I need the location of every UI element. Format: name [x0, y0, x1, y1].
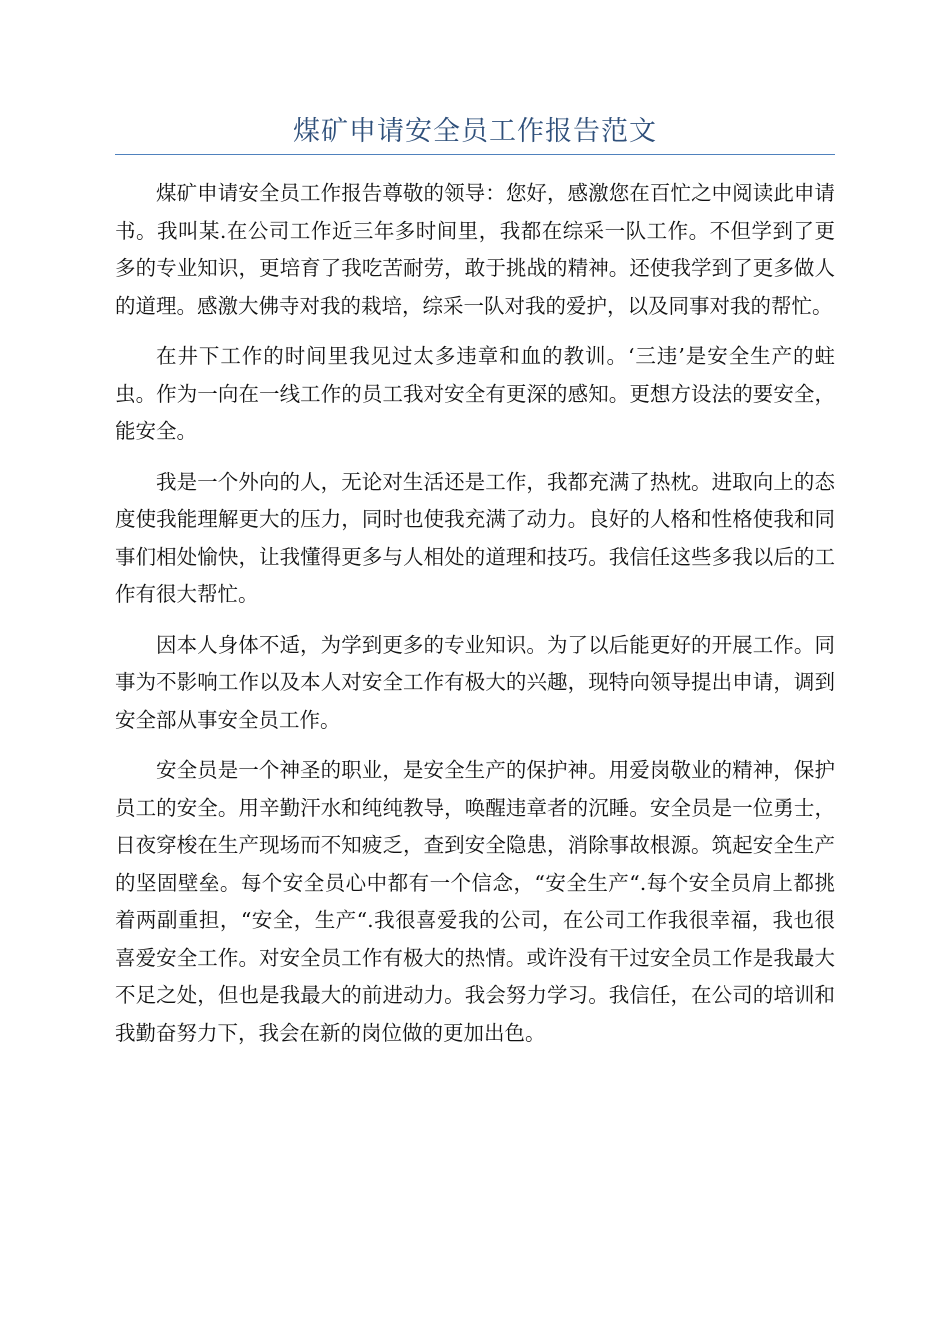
paragraph: 我是一个外向的人，无论对生活还是工作，我都充满了热枕。进取向上的态度使我能理解更大的压力，同时也使我充满了动力。良好的人格和性格使我和同事们相处愉快，让我懂得更多与人相处的道理和技巧。我信任这些多我以后的工作有很大帮忙。 [115, 469, 835, 606]
title-divider [115, 154, 835, 155]
paragraph: 因本人身体不适，为学到更多的专业知识。为了以后能更好的开展工作。同事为不影响工作以及本人对安全工作有极大的兴趣，现特向领导提出申请，调到安全部从事安全员工作。 [115, 632, 835, 732]
paragraph: 煤矿申请安全员工作报告尊敬的领导：您好，感激您在百忙之中阅读此申请书。我叫某.在公司工作近三年多时间里，我都在综采一队工作。不但学到了更多的专业知识，更培育了我吃苦耐劳，敢于挑战的精神。还使我学到了更多做人的道理。感激大佛寺对我的栽培，综采一队对我的爱护，以及同事对我的帮忙。 [115, 181, 835, 318]
paragraph: 安全员是一个神圣的职业，是安全生产的保护神。用爱岗敬业的精神，保护员工的安全。用辛勤汗水和纯纯教导，唤醒违章者的沉睡。安全员是一位勇士，日夜穿梭在生产现场而不知疲乏，查到安全隐患，消除事故根源。筑起安全生产的坚固壁垒。每个安全员心中都有一个信念，“安全生产“.每个安全员肩上都挑着两副重担，“安全，生产“.我很喜爱我的公司，在公司工作我很幸福，我也很喜爱安全工作。对安全员工作有极大的热情。或许没有干过安全员工作是我最大不足之处，但也是我最大的前进动力。我会努力学习。我信任，在公司的培训和我勤奋努力下，我会在新的岗位做的更加出色。 [115, 758, 835, 1045]
paragraph: 在井下工作的时间里我见过太多违章和血的教训。‘三违’是安全生产的蛀虫。作为一向在一线工作的员工我对安全有更深的感知。更想方设法的要安全，能安全。 [115, 344, 835, 443]
document-title: 煤矿申请安全员工作报告范文 [293, 116, 657, 147]
document-body [115, 175, 835, 1065]
